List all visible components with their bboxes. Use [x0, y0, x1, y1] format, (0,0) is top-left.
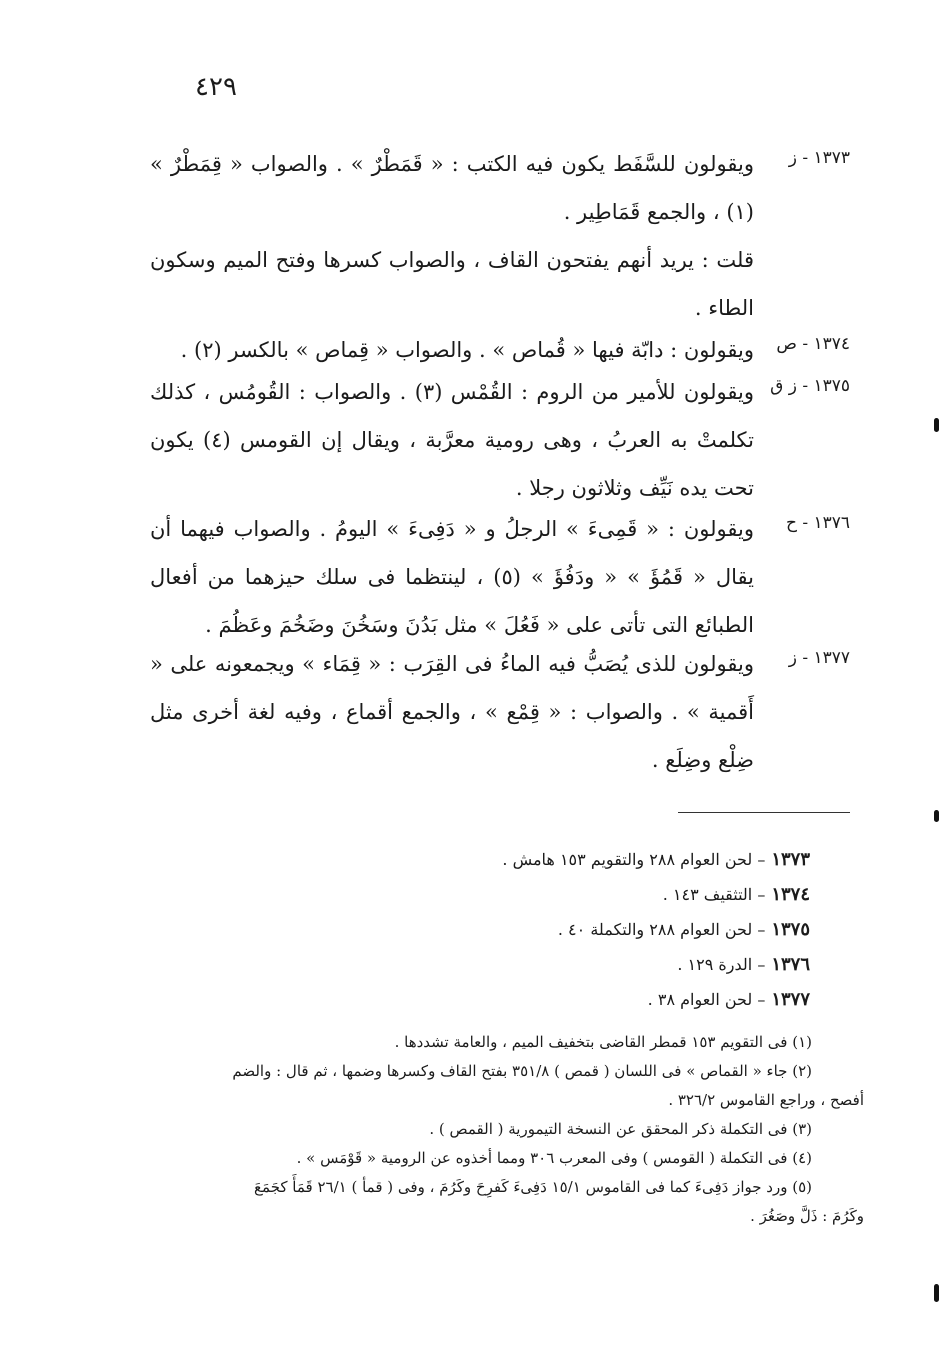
- entry-text: ويقولون للسَّفَط يكون فيه الكتب : « قَمَطْرٌ » . والصواب « قِمَطْرٌ » (١) ، والجمع قَمَاطِير .: [150, 152, 754, 224]
- reference-number: ١٣٧٥: [771, 919, 810, 940]
- scan-edge-mark: [934, 1284, 939, 1302]
- footnote-5: (٥) ورد جواز دَفِىءَ كما فى القاموس ١٥/١ دَفِىءَ كَفرِحَ وكَرُمَ ، وفى ( قمأ ) ٢٦/١ قَمَأَ كجَمَعَ: [254, 1178, 812, 1196]
- reference-item: [420, 877, 810, 912]
- entry-1376: [150, 505, 850, 649]
- entry-number: ١٣٧٣ - ز: [788, 148, 850, 168]
- entry-1374: [150, 326, 850, 374]
- entry-1373: [150, 140, 850, 332]
- reference-item: [420, 842, 810, 877]
- reference-number: ١٣٧٧: [771, 989, 810, 1010]
- footnote-4: (٤) فى التكملة ( القومس ) وفى المعرب ٣٠٦ ومما أخذوه عن الرومية « قَوْمَس » .: [296, 1149, 812, 1167]
- entry-text: ويقولون : دابّة فيها « قُماص » . والصواب « قِماص » بالكسر (٢) .: [180, 338, 754, 362]
- reference-text: – لحن العوام ٢٨٨ والتكملة ٤٠ .: [557, 920, 766, 939]
- reference-number: ١٣٧٣: [771, 849, 810, 870]
- scan-edge-mark: [934, 418, 939, 432]
- footnote-3: (٣) فى التكملة ذكر المحقق عن النسخة التيمورية ( القمص ) .: [429, 1120, 812, 1138]
- entry-number: ١٣٧٥ - ز ق: [770, 376, 850, 396]
- reference-number: ١٣٧٤: [771, 884, 810, 905]
- entry-number: ١٣٧٧ - ز: [788, 648, 850, 668]
- entry-text: ويقولون : « قَمِىءَ » الرجلُ و « دَفِىءَ » اليومُ . والصواب فيهما أن يقال « قَمُؤَ » « ودَفُؤَ » (٥) ، لينتظما فى سلك حيزهما من أفعال الطبائع التى تأتى على « فَعُلَ » مثل بَدُنَ وسَخُنَ وضَخُمَ وعَظُمَ .: [150, 517, 754, 637]
- footnote-2: (٢) جاء « القماص » فى اللسان ( قمص ) ٣٥١/٨ بفتح القاف وكسرها وضمها ، ثم قال : والضم: [232, 1062, 812, 1080]
- entry-text: ويقولون للأمير من الروم : القُمْس (٣) . والصواب : القُومُس ، كذلك تكلمتْ به العربُ ، وهى رومية معرَّبة ، ويقال إن القومس (٤) يكون تحت يده نَيِّف وثلاثون رجلا .: [150, 380, 755, 500]
- reference-number: ١٣٧٦: [771, 954, 810, 975]
- reference-text: – لحن العوام ٣٨ .: [647, 990, 766, 1009]
- entry-number: ١٣٧٦ - ح: [785, 513, 850, 533]
- scan-edge-mark: [934, 810, 939, 822]
- reference-text: – التثقيف ١٤٣ .: [662, 885, 766, 904]
- entry-note: قلت : يريد أنهم يفتحون القاف ، والصواب كسرها وفتح الميم وسكون الطاء .: [150, 248, 754, 320]
- page-number: ٤٢٩: [195, 72, 237, 102]
- footnote-1: (١) فى التقويم ١٥٣ قمطر القاضى بتخفيف الميم ، والعامة تشددها .: [394, 1033, 812, 1051]
- references-list: [420, 842, 810, 1017]
- reference-text: – لحن العوام ٢٨٨ والتقويم ١٥٣ هامش .: [502, 850, 766, 869]
- footnotes: [150, 1028, 864, 1231]
- entry-number: ١٣٧٤ - ص: [776, 334, 850, 354]
- footnote-divider: [678, 812, 850, 813]
- reference-item: [420, 912, 810, 947]
- entry-1375: [150, 368, 850, 512]
- entry-1377: [150, 640, 850, 784]
- reference-text: – الدرة ١٢٩ .: [677, 955, 766, 974]
- reference-item: [420, 982, 810, 1017]
- footnote-5-continuation: وكَرُمَ : ذَلَّ وصَغُرَ .: [750, 1207, 864, 1225]
- footnote-2-continuation: أفصح ، وراجع القاموس ٣٢٦/٢ .: [668, 1091, 864, 1109]
- reference-item: [420, 947, 810, 982]
- entry-text: ويقولون للذى يُصَبُّ فيه الماءُ فى القِرَب : « قِمَاء » ويجمعونه على « أَقمية » . والصواب : « قِمْع » ، والجمع أقماع ، وفيه لغة أخرى مثل ضِلْع وضِلَع .: [150, 652, 754, 772]
